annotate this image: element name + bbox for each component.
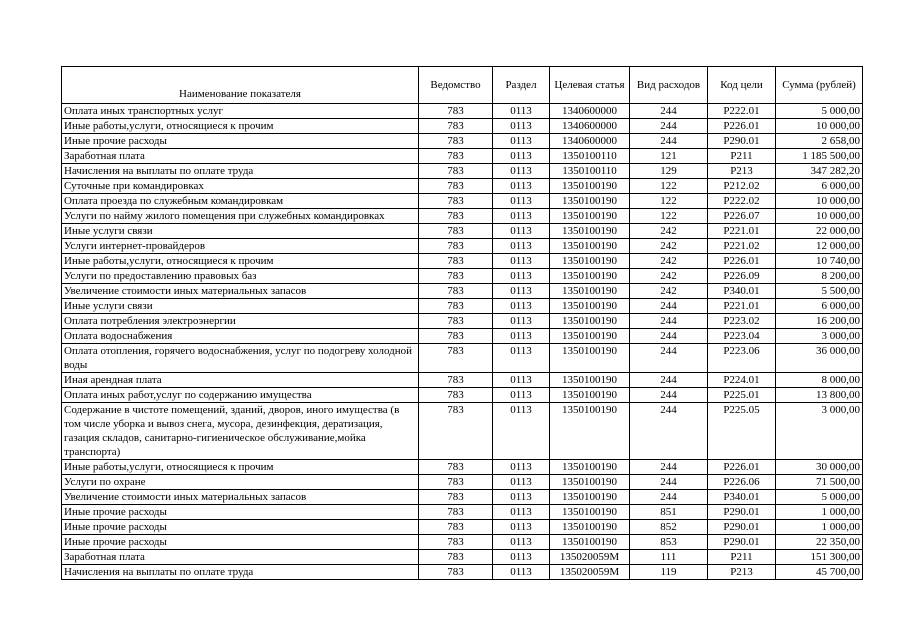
cell-type: 121 — [630, 149, 708, 164]
table-row — [62, 314, 863, 329]
cell-name: Иные услуги связи — [62, 224, 419, 239]
table-row — [62, 388, 863, 403]
table-row — [62, 164, 863, 179]
cell-code: P225.05 — [708, 403, 776, 460]
table-row — [62, 239, 863, 254]
header-article: Целевая статья — [550, 67, 630, 104]
cell-dept: 783 — [419, 550, 493, 565]
cell-sum: 10 740,00 — [776, 254, 863, 269]
cell-section: 0113 — [493, 179, 550, 194]
cell-name: Заработная плата — [62, 149, 419, 164]
cell-section: 0113 — [493, 119, 550, 134]
cell-article: 1340600000 — [550, 104, 630, 119]
cell-section: 0113 — [493, 520, 550, 535]
cell-name: Иные услуги связи — [62, 299, 419, 314]
cell-type: 122 — [630, 194, 708, 209]
cell-article: 135020059M — [550, 550, 630, 565]
cell-name: Иные прочие расходы — [62, 535, 419, 550]
cell-article: 1350100190 — [550, 329, 630, 344]
cell-section: 0113 — [493, 329, 550, 344]
cell-section: 0113 — [493, 475, 550, 490]
table-row — [62, 490, 863, 505]
cell-article: 1350100190 — [550, 269, 630, 284]
cell-dept: 783 — [419, 403, 493, 460]
header-code: Код цели — [708, 67, 776, 104]
cell-dept: 783 — [419, 314, 493, 329]
table-row — [62, 550, 863, 565]
table-row — [62, 149, 863, 164]
cell-sum: 45 700,00 — [776, 565, 863, 580]
cell-code: P211 — [708, 550, 776, 565]
cell-dept: 783 — [419, 119, 493, 134]
cell-article: 1350100190 — [550, 314, 630, 329]
cell-sum: 1 000,00 — [776, 505, 863, 520]
cell-section: 0113 — [493, 269, 550, 284]
cell-article: 1350100190 — [550, 520, 630, 535]
cell-sum: 10 000,00 — [776, 119, 863, 134]
cell-section: 0113 — [493, 194, 550, 209]
cell-name: Услуги интернет-провайдеров — [62, 239, 419, 254]
cell-code: P290.01 — [708, 134, 776, 149]
cell-name: Иные работы,услуги, относящиеся к прочим — [62, 254, 419, 269]
table-row — [62, 209, 863, 224]
cell-dept: 783 — [419, 164, 493, 179]
cell-type: 242 — [630, 269, 708, 284]
header-row — [62, 67, 863, 104]
cell-type: 129 — [630, 164, 708, 179]
cell-name: Суточные при командировках — [62, 179, 419, 194]
cell-dept: 783 — [419, 460, 493, 475]
cell-dept: 783 — [419, 209, 493, 224]
cell-dept: 783 — [419, 239, 493, 254]
cell-dept: 783 — [419, 535, 493, 550]
cell-section: 0113 — [493, 239, 550, 254]
cell-code: P212.02 — [708, 179, 776, 194]
cell-dept: 783 — [419, 520, 493, 535]
cell-article: 1350100190 — [550, 179, 630, 194]
cell-sum: 6 000,00 — [776, 299, 863, 314]
cell-type: 111 — [630, 550, 708, 565]
cell-sum: 1 000,00 — [776, 520, 863, 535]
cell-section: 0113 — [493, 460, 550, 475]
cell-type: 244 — [630, 460, 708, 475]
cell-sum: 151 300,00 — [776, 550, 863, 565]
cell-article: 1350100190 — [550, 490, 630, 505]
cell-type: 244 — [630, 314, 708, 329]
cell-article: 1350100190 — [550, 239, 630, 254]
cell-code: P222.01 — [708, 104, 776, 119]
cell-article: 1350100190 — [550, 403, 630, 460]
cell-section: 0113 — [493, 104, 550, 119]
cell-code: P225.01 — [708, 388, 776, 403]
cell-code: P226.01 — [708, 460, 776, 475]
cell-dept: 783 — [419, 194, 493, 209]
cell-sum: 22 000,00 — [776, 224, 863, 239]
table-row — [62, 299, 863, 314]
cell-code: P226.09 — [708, 269, 776, 284]
table-row — [62, 403, 863, 460]
cell-name: Оплата отопления, горячего водоснабжения, услуг по подогреву холодной воды — [62, 344, 419, 373]
table-row — [62, 329, 863, 344]
cell-code: P290.01 — [708, 505, 776, 520]
cell-name: Начисления на выплаты по оплате труда — [62, 565, 419, 580]
header-type: Вид расходов — [630, 67, 708, 104]
header-dept: Ведомство — [419, 67, 493, 104]
cell-type: 851 — [630, 505, 708, 520]
cell-section: 0113 — [493, 284, 550, 299]
cell-section: 0113 — [493, 344, 550, 373]
cell-article: 1350100190 — [550, 299, 630, 314]
cell-sum: 8 000,00 — [776, 373, 863, 388]
cell-section: 0113 — [493, 209, 550, 224]
cell-type: 244 — [630, 119, 708, 134]
cell-type: 122 — [630, 179, 708, 194]
cell-name: Иные прочие расходы — [62, 520, 419, 535]
table-row — [62, 284, 863, 299]
cell-sum: 6 000,00 — [776, 179, 863, 194]
cell-code: P226.01 — [708, 254, 776, 269]
cell-type: 244 — [630, 299, 708, 314]
cell-article: 1340600000 — [550, 119, 630, 134]
cell-dept: 783 — [419, 505, 493, 520]
cell-dept: 783 — [419, 344, 493, 373]
cell-section: 0113 — [493, 224, 550, 239]
cell-name: Иные прочие расходы — [62, 134, 419, 149]
table-row — [62, 505, 863, 520]
cell-code: P290.01 — [708, 535, 776, 550]
cell-name: Иная арендная плата — [62, 373, 419, 388]
cell-type: 242 — [630, 239, 708, 254]
cell-type: 244 — [630, 403, 708, 460]
cell-section: 0113 — [493, 550, 550, 565]
cell-article: 1350100190 — [550, 344, 630, 373]
cell-section: 0113 — [493, 299, 550, 314]
cell-dept: 783 — [419, 134, 493, 149]
cell-type: 244 — [630, 344, 708, 373]
cell-name: Услуги по предоставлению правовых баз — [62, 269, 419, 284]
table-row — [62, 535, 863, 550]
table-row — [62, 194, 863, 209]
cell-section: 0113 — [493, 254, 550, 269]
table-row — [62, 119, 863, 134]
cell-type: 244 — [630, 329, 708, 344]
cell-code: P213 — [708, 164, 776, 179]
cell-code: P223.04 — [708, 329, 776, 344]
cell-section: 0113 — [493, 403, 550, 460]
cell-dept: 783 — [419, 475, 493, 490]
cell-article: 1350100190 — [550, 475, 630, 490]
cell-code: P223.06 — [708, 344, 776, 373]
cell-name: Иные работы,услуги, относящиеся к прочим — [62, 119, 419, 134]
cell-name: Услуги по найму жилого помещения при служебных командировках — [62, 209, 419, 224]
cell-section: 0113 — [493, 490, 550, 505]
table-row — [62, 520, 863, 535]
cell-article: 1350100190 — [550, 373, 630, 388]
cell-type: 244 — [630, 490, 708, 505]
cell-dept: 783 — [419, 179, 493, 194]
table-row — [62, 565, 863, 580]
cell-sum: 5 000,00 — [776, 490, 863, 505]
table-row — [62, 179, 863, 194]
cell-type: 244 — [630, 104, 708, 119]
cell-dept: 783 — [419, 269, 493, 284]
table-row — [62, 373, 863, 388]
cell-section: 0113 — [493, 149, 550, 164]
cell-article: 1350100190 — [550, 505, 630, 520]
cell-code: P226.01 — [708, 119, 776, 134]
cell-name: Заработная плата — [62, 550, 419, 565]
header-sum: Сумма (рублей) — [776, 67, 863, 104]
cell-code: P340.01 — [708, 284, 776, 299]
cell-article: 1350100190 — [550, 535, 630, 550]
cell-type: 244 — [630, 134, 708, 149]
table-row — [62, 254, 863, 269]
cell-type: 119 — [630, 565, 708, 580]
cell-sum: 347 282,20 — [776, 164, 863, 179]
cell-type: 244 — [630, 388, 708, 403]
cell-dept: 783 — [419, 388, 493, 403]
cell-sum: 5 500,00 — [776, 284, 863, 299]
cell-code: P290.01 — [708, 520, 776, 535]
cell-dept: 783 — [419, 149, 493, 164]
cell-type: 122 — [630, 209, 708, 224]
cell-section: 0113 — [493, 314, 550, 329]
cell-name: Увеличение стоимости иных материальных запасов — [62, 490, 419, 505]
cell-article: 1350100190 — [550, 194, 630, 209]
cell-dept: 783 — [419, 490, 493, 505]
cell-type: 244 — [630, 373, 708, 388]
cell-name: Начисления на выплаты по оплате труда — [62, 164, 419, 179]
cell-dept: 783 — [419, 284, 493, 299]
cell-section: 0113 — [493, 535, 550, 550]
cell-code: P340.01 — [708, 490, 776, 505]
cell-sum: 13 800,00 — [776, 388, 863, 403]
cell-type: 242 — [630, 284, 708, 299]
table-row — [62, 460, 863, 475]
cell-article: 1350100190 — [550, 209, 630, 224]
cell-dept: 783 — [419, 104, 493, 119]
cell-dept: 783 — [419, 329, 493, 344]
cell-section: 0113 — [493, 164, 550, 179]
cell-code: P224.01 — [708, 373, 776, 388]
cell-code: P226.06 — [708, 475, 776, 490]
cell-section: 0113 — [493, 373, 550, 388]
cell-name: Иные прочие расходы — [62, 505, 419, 520]
cell-name: Оплата иных работ,услуг по содержанию имущества — [62, 388, 419, 403]
cell-sum: 8 200,00 — [776, 269, 863, 284]
cell-sum: 10 000,00 — [776, 209, 863, 224]
cell-sum: 12 000,00 — [776, 239, 863, 254]
cell-sum: 5 000,00 — [776, 104, 863, 119]
cell-sum: 10 000,00 — [776, 194, 863, 209]
cell-code: P221.02 — [708, 239, 776, 254]
cell-dept: 783 — [419, 254, 493, 269]
budget-table — [61, 66, 863, 580]
cell-type: 853 — [630, 535, 708, 550]
cell-sum: 22 350,00 — [776, 535, 863, 550]
table-row — [62, 134, 863, 149]
cell-name: Оплата водоснабжения — [62, 329, 419, 344]
cell-name: Оплата проезда по служебным командировкам — [62, 194, 419, 209]
cell-dept: 783 — [419, 299, 493, 314]
cell-article: 135020059M — [550, 565, 630, 580]
cell-section: 0113 — [493, 134, 550, 149]
cell-name: Содержание в чистоте помещений, зданий, дворов, иного имущества (в том числе уборка и вывоз снега, мусора, дезинфекция, дератизация, газация складов, санитарно-гигиеническое обслуживание,мойка транспорта) — [62, 403, 419, 460]
cell-sum: 1 185 500,00 — [776, 149, 863, 164]
header-name: Наименование показателя — [62, 67, 419, 104]
cell-sum: 3 000,00 — [776, 403, 863, 460]
cell-name: Оплата иных транспортных услуг — [62, 104, 419, 119]
cell-code: P223.02 — [708, 314, 776, 329]
cell-sum: 3 000,00 — [776, 329, 863, 344]
cell-code: P226.07 — [708, 209, 776, 224]
cell-type: 244 — [630, 475, 708, 490]
table-row — [62, 344, 863, 373]
cell-article: 1350100190 — [550, 224, 630, 239]
table-row — [62, 224, 863, 239]
cell-code: P222.02 — [708, 194, 776, 209]
cell-section: 0113 — [493, 505, 550, 520]
cell-dept: 783 — [419, 224, 493, 239]
table-row — [62, 475, 863, 490]
header-section: Раздел — [493, 67, 550, 104]
table-row — [62, 104, 863, 119]
cell-name: Оплата потребления электроэнергии — [62, 314, 419, 329]
cell-code: P221.01 — [708, 299, 776, 314]
cell-sum: 16 200,00 — [776, 314, 863, 329]
cell-type: 852 — [630, 520, 708, 535]
cell-article: 1340600000 — [550, 134, 630, 149]
cell-section: 0113 — [493, 565, 550, 580]
cell-article: 1350100190 — [550, 254, 630, 269]
cell-dept: 783 — [419, 565, 493, 580]
cell-section: 0113 — [493, 388, 550, 403]
cell-dept: 783 — [419, 373, 493, 388]
cell-article: 1350100190 — [550, 388, 630, 403]
cell-sum: 30 000,00 — [776, 460, 863, 475]
table-row — [62, 269, 863, 284]
cell-name: Услуги по охране — [62, 475, 419, 490]
cell-code: P211 — [708, 149, 776, 164]
cell-sum: 36 000,00 — [776, 344, 863, 373]
cell-article: 1350100190 — [550, 460, 630, 475]
cell-article: 1350100110 — [550, 149, 630, 164]
cell-name: Увеличение стоимости иных материальных запасов — [62, 284, 419, 299]
cell-sum: 71 500,00 — [776, 475, 863, 490]
cell-article: 1350100190 — [550, 284, 630, 299]
cell-sum: 2 658,00 — [776, 134, 863, 149]
cell-article: 1350100110 — [550, 164, 630, 179]
cell-type: 242 — [630, 254, 708, 269]
cell-code: P221.01 — [708, 224, 776, 239]
cell-type: 242 — [630, 224, 708, 239]
cell-name: Иные работы,услуги, относящиеся к прочим — [62, 460, 419, 475]
cell-code: P213 — [708, 565, 776, 580]
